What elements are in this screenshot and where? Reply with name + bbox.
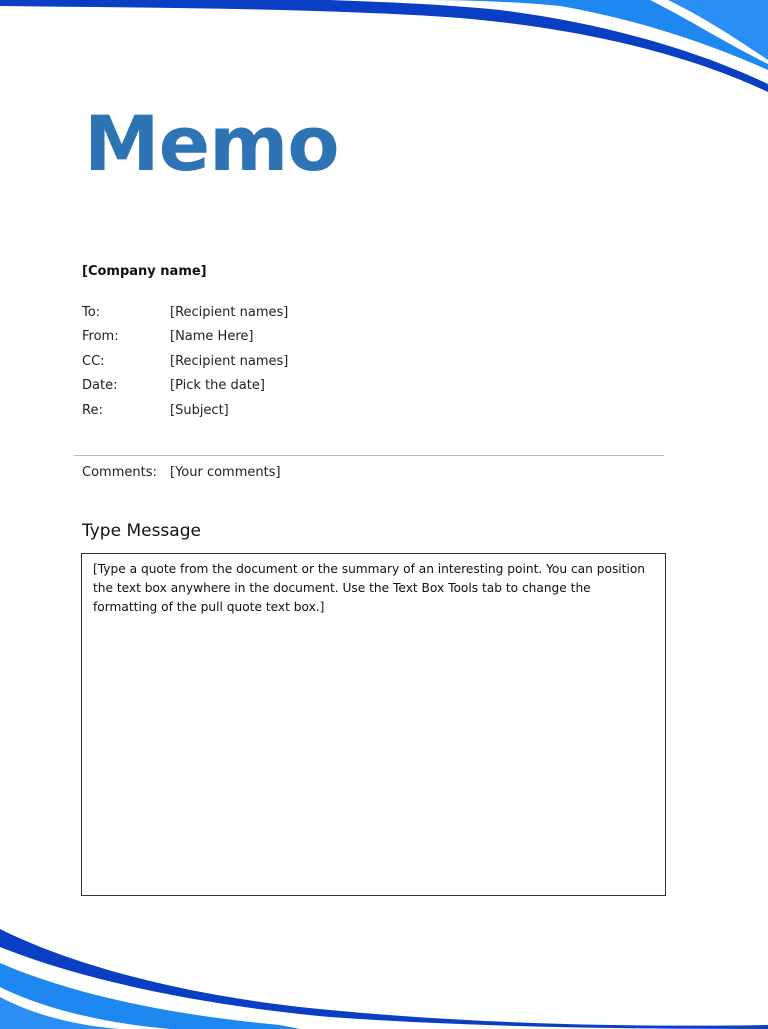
- re-value[interactable]: [Subject]: [170, 402, 229, 418]
- cc-label: CC:: [82, 353, 105, 369]
- memo-fields: [82, 300, 288, 423]
- cc-value[interactable]: [Recipient names]: [170, 353, 289, 369]
- comments-label: Comments:: [82, 465, 157, 480]
- section-divider: [74, 455, 664, 456]
- bottom-wave-decoration: [0, 929, 768, 1029]
- from-row: [82, 325, 288, 350]
- cc-row: [82, 349, 288, 374]
- to-label: To:: [82, 304, 101, 320]
- top-wave-decoration: [0, 0, 768, 100]
- memo-title: Memo: [84, 99, 339, 188]
- date-row: [82, 374, 288, 399]
- re-row: [82, 398, 288, 423]
- message-heading: Type Message: [82, 521, 201, 541]
- date-value[interactable]: [Pick the date]: [170, 378, 265, 394]
- comments-row: [82, 465, 281, 480]
- message-text-box[interactable]: [Type a quote from the document or the summary of an interesting point. You can position the text box anywhere in the document. Use the Text Box Tools tab to change the formatting of the pull quote text box.]: [81, 553, 666, 896]
- from-value[interactable]: [Name Here]: [170, 329, 254, 345]
- to-value[interactable]: [Recipient names]: [170, 304, 289, 320]
- date-label: Date:: [82, 378, 118, 394]
- re-label: Re:: [82, 402, 103, 418]
- from-label: From:: [82, 329, 119, 345]
- company-name[interactable]: [Company name]: [82, 264, 207, 279]
- to-row: [82, 300, 288, 325]
- comments-value[interactable]: [Your comments]: [170, 465, 281, 480]
